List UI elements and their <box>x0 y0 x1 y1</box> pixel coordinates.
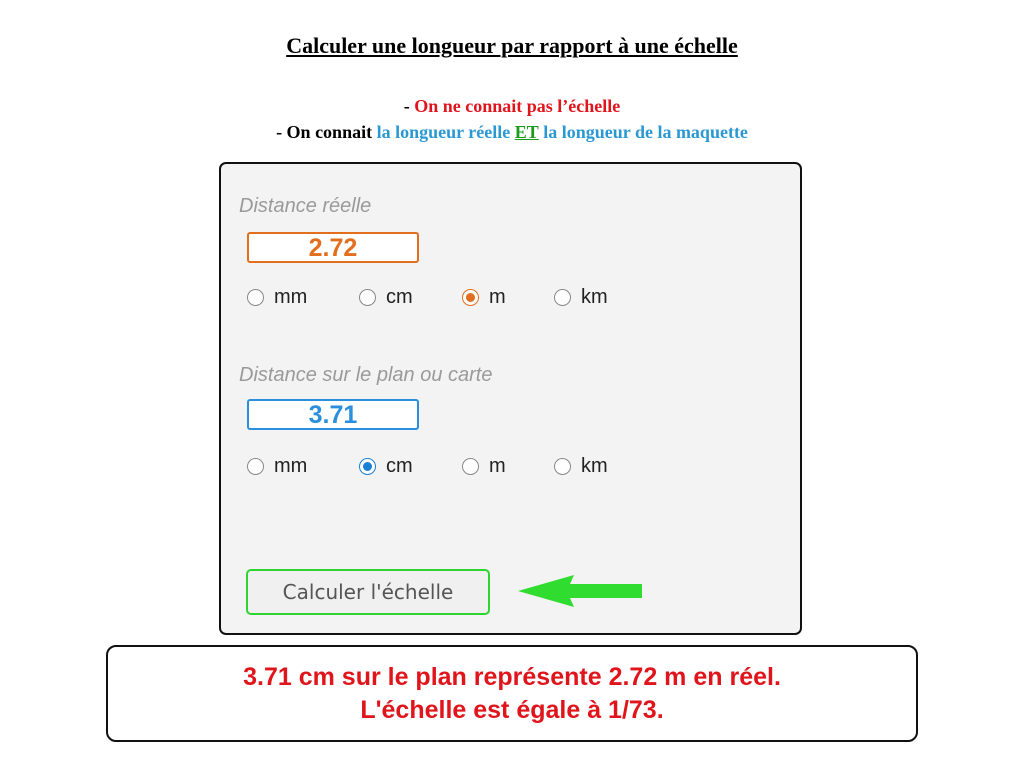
plan-unit-cm-label: cm <box>386 454 413 477</box>
real-unit-m-radio[interactable] <box>462 286 506 308</box>
instruction-line-1 <box>0 96 1024 117</box>
instruction-1-prefix: - <box>403 96 415 116</box>
real-unit-cm-radio[interactable] <box>359 286 413 308</box>
arrow-left-icon <box>518 574 644 608</box>
instruction-line-2 <box>0 122 1024 143</box>
plan-unit-cm-radio[interactable] <box>359 455 413 477</box>
radio-circle-icon <box>359 289 376 306</box>
instruction-2-part1: la longueur réelle <box>376 122 511 142</box>
real-unit-m-label: m <box>489 285 506 308</box>
real-distance-label: Distance réelle <box>239 195 372 217</box>
plan-distance-input[interactable]: 3.71 <box>247 399 419 430</box>
plan-unit-mm-radio[interactable] <box>247 455 307 477</box>
real-unit-mm-label: mm <box>274 285 308 308</box>
radio-circle-icon <box>554 289 571 306</box>
real-unit-km-radio[interactable] <box>554 286 608 308</box>
radio-circle-icon <box>247 458 264 475</box>
plan-unit-mm-label: mm <box>274 454 308 477</box>
radio-selected-icon <box>462 289 479 306</box>
result-line-1: 3.71 cm sur le plan représente 2.72 m en réel. <box>243 662 781 691</box>
instruction-2-prefix: - On connait <box>276 122 377 142</box>
radio-circle-icon <box>554 458 571 475</box>
plan-distance-label: Distance sur le plan ou carte <box>239 364 493 386</box>
radio-selected-icon <box>359 458 376 475</box>
plan-unit-km-radio[interactable] <box>554 455 608 477</box>
real-distance-input[interactable]: 2.72 <box>247 232 419 263</box>
result-line-2: L'échelle est égale à 1/73. <box>360 695 664 724</box>
plan-unit-m-label: m <box>489 454 506 477</box>
radio-circle-icon <box>247 289 264 306</box>
calculator-panel <box>219 162 802 635</box>
real-unit-km-label: km <box>581 285 608 308</box>
calculate-scale-button[interactable]: Calculer l'échelle <box>246 569 490 615</box>
instruction-2-part2: la longueur de la maquette <box>543 122 748 142</box>
radio-circle-icon <box>462 458 479 475</box>
instruction-1-text: On ne connait pas l’échelle <box>414 96 621 116</box>
real-unit-mm-radio[interactable] <box>247 286 307 308</box>
result-box <box>106 645 918 742</box>
real-unit-cm-label: cm <box>386 285 413 308</box>
plan-unit-km-label: km <box>581 454 608 477</box>
instruction-2-connector: ET <box>514 122 539 142</box>
plan-unit-m-radio[interactable] <box>462 455 506 477</box>
page-title: Calculer une longueur par rapport à une échelle <box>286 33 738 58</box>
